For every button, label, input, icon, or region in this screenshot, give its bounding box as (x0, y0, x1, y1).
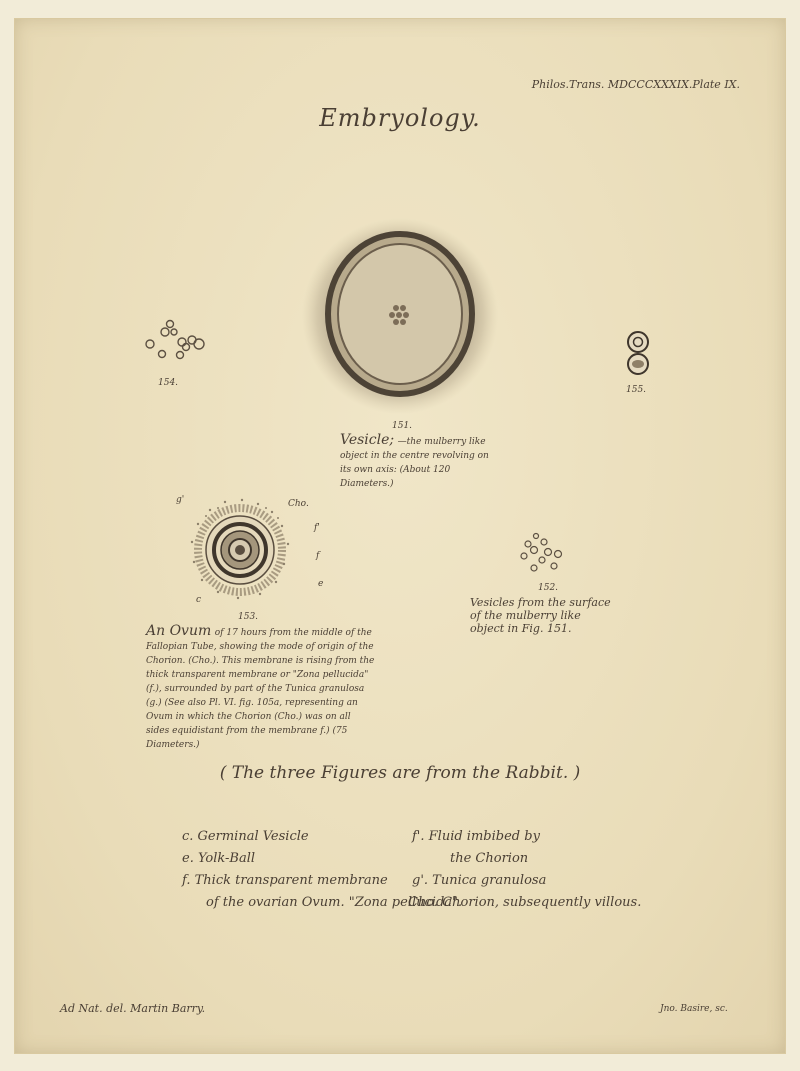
credit-artist: Ad Nat. del. Martin Barry. (60, 1002, 206, 1015)
legend-right (408, 826, 702, 914)
page-title: Embryology. (319, 104, 481, 132)
figure-153-number: 153. (238, 612, 259, 622)
legend-left-item: of the ovarian Ovum. "Zona pellucida". (206, 895, 463, 910)
figure-154-illustration (140, 316, 210, 371)
label-f-prime: f' (314, 523, 320, 533)
figure-152-caption: Vesicles from the surface of the mulberry like object in Fig. 151. (470, 596, 611, 635)
legend-left-item: e. Yolk-Ball (182, 851, 256, 866)
rabbit-note: ( The three Figures are from the Rabbit. ) (219, 763, 581, 783)
label-cho: Cho. (288, 499, 309, 509)
legend-right-item: g'. Tunica granulosa (412, 873, 547, 888)
figure-151-caption (340, 434, 490, 490)
figure-155-number: 155. (626, 385, 647, 395)
figure-151-caption-text: —the mulberry like object in the centre revolving on its own axis: (About 120 Diameters.) (340, 437, 489, 489)
figure-154-number: 154. (158, 378, 179, 388)
figure-155-illustration (620, 330, 656, 378)
legend-left-item: f. Thick transparent membrane (182, 873, 388, 888)
figure-153-caption-text: of 17 hours from the middle of the Fallopian Tube, showing the mode of origin of the Chorion. (Cho.). This membrane is rising from the thick transparent membrane or "Zona pellucida" (f.), surrounded by part of the Tunica granulosa (g.) (See also Pl. VI. fig. 105a, representing an Ovum in which the Chorion (Cho.) was on all sides equidistant from the membrane f.) (75 Diameters.) (146, 628, 375, 750)
legend-left-item: c. Germinal Vesicle (182, 829, 309, 844)
figure-152-illustration (514, 530, 570, 580)
figure-153-caption-lead: An Ovum (146, 623, 212, 639)
plate-reference: Philos.Trans. MDCCCXXXIX.Plate IX. (531, 78, 740, 91)
figure-153-caption (146, 625, 376, 751)
figure-151-number: 151. (392, 421, 413, 431)
legend-right-item: the Chorion (450, 851, 529, 866)
legend-right-item: Cho. Chorion, subsequently villous. (408, 895, 642, 910)
label-f: f (316, 551, 320, 561)
figure-151-illustration (300, 216, 500, 416)
label-e: e (318, 579, 324, 589)
figure-151-caption-lead: Vesicle; (340, 432, 395, 448)
label-g-prime: g' (176, 495, 185, 505)
figure-153-illustration (180, 490, 300, 610)
label-c: c (196, 595, 202, 605)
legend-right-item: f'. Fluid imbibed by (412, 829, 540, 844)
credit-engraver: Jno. Basire, sc. (660, 1004, 728, 1014)
figure-152-number: 152. (538, 583, 559, 593)
